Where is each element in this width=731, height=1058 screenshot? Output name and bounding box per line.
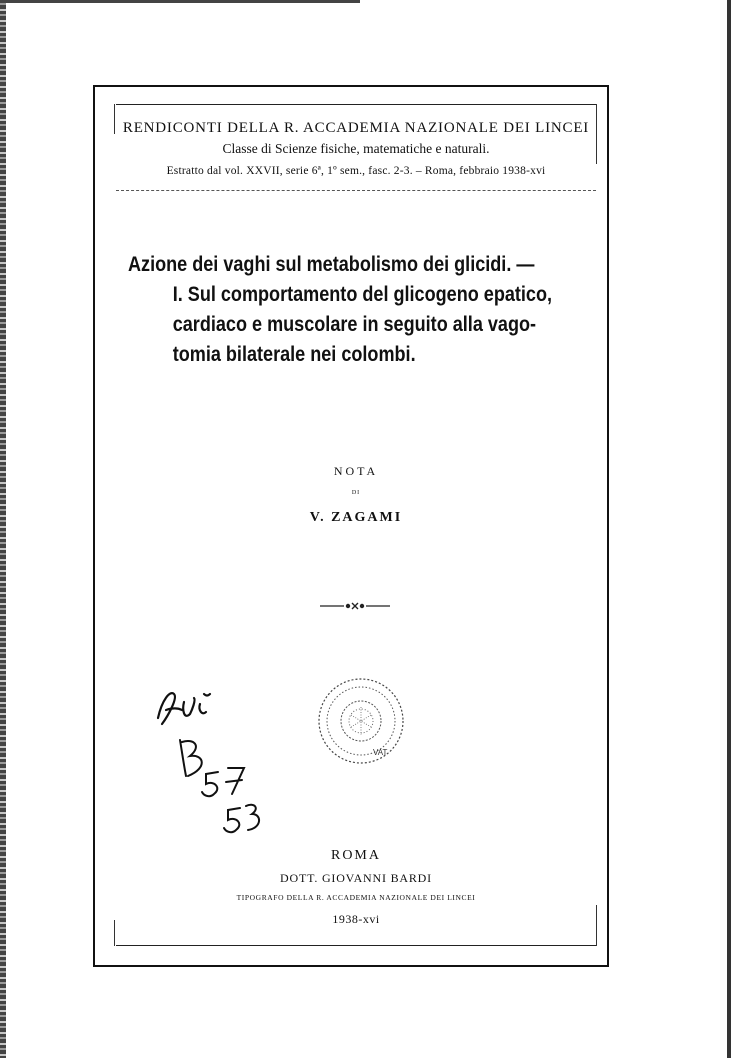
scan-edge-right [727,0,731,1058]
journal-header [116,118,596,179]
extract-reference: Estratto dal vol. XXVII, serie 6ª, 1º sem., fasc. 2-3. – Roma, febbraio 1938-xvi [166,165,546,177]
stamp-text: VAT [373,748,388,757]
inner-vline [114,920,115,946]
author-name: V. ZAGAMI [309,510,403,525]
title-line: Azione dei vaghi sul metabolismo dei glicidi. — [128,253,535,276]
library-stamp [315,675,407,767]
title-line: I. Sul comportamento del glicogeno epatico, [172,283,553,306]
inner-vline [114,104,115,134]
imprint-publisher: DOTT. GIOVANNI BARDI [280,871,432,885]
imprint-place: ROMA [330,848,381,863]
ornament-divider [320,600,390,612]
inner-rule-top [116,104,596,105]
title-line: tomia bilaterale nei colombi. [172,343,416,366]
article-title [128,250,588,370]
header-divider [116,190,596,191]
imprint-year: 1938-xvi [332,912,380,926]
inner-rule-bottom [116,945,596,946]
note-label: NOTA [333,464,379,478]
title-line: cardiaco e muscolare in seguito alla vago- [172,313,537,336]
handwritten-annotation [148,680,288,840]
inner-vline [596,905,597,946]
journal-name: RENDICONTI DELLA R. ACCADEMIA NAZIONALE DEI LINCEI [122,120,590,136]
imprint-printer: TIPOGRAFO DELLA R. ACCADEMIA NAZIONALE DEI LINCEI [236,893,476,902]
inner-vline [596,104,597,164]
note-di: DI [351,490,361,496]
scan-edge-top [0,0,360,3]
journal-class: Classe di Scienze fisiche, matematiche e naturali. [222,141,490,156]
scan-edge-left [0,0,6,1058]
